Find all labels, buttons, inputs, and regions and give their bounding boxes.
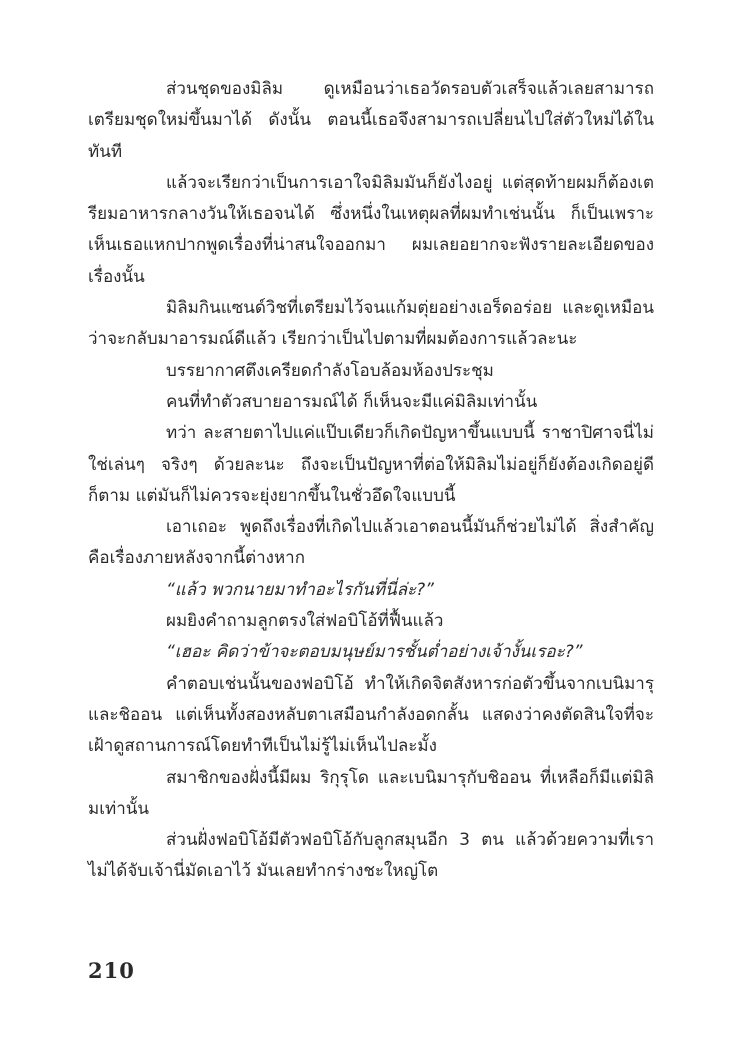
dialogue-line: “แล้ว พวกนายมาทำอะไรกันที่นี่ล่ะ?”	[166, 579, 434, 600]
paragraph: คนที่ทำตัวสบายอารมณ์ได้ ก็เห็นจะมีแค่มิลิมเท่านั้น	[166, 391, 538, 412]
page-number: 210	[88, 958, 135, 983]
body-text	[88, 74, 654, 888]
paragraph: มิลิมกินแซนด์วิชที่เตรียมไว้จนแก้มตุ่ยอย่างเอร็ดอร่อย และดูเหมือนว่าจะกลับมาอารมณ์ดีแล้ว เรียกว่าเป็นไปตามที่ผมต้องการแล้วละนะ	[88, 298, 654, 350]
paragraph: ทว่า ละสายตาไปแค่แป๊บเดียวก็เกิดปัญหาขึ้นแบบนี้ ราชาปิศาจนี่ไม่ใช่เล่นๆ จริงๆ ด้วยละนะ ถึงจะเป็นปัญหาที่ต่อให้มิลิมไม่อยู่ก็ยังต้องเกิดอยู่ดีก็ตาม แต่มันก็ไม่ควรจะยุ่งยากขึ้นในชั่วอึดใจแบบนี้	[88, 423, 654, 506]
paragraph: แล้วจะเรียกว่าเป็นการเอาใจมิลิมมันก็ยังไงอยู่ แต่สุดท้ายผมก็ต้องเตรียมอาหารกลางวันให้เธอจนได้ ซึ่งหนึ่งในเหตุผลที่ผมทำเช่นนั้น ก็เป็นเพราะเห็นเธอแหกปากพูดเรื่องที่น่าสนใจออกมา ผมเลยอยากจะฟังรายละเอียดของเรื่องนั้น	[88, 172, 654, 287]
dialogue-line: “เฮอะ คิดว่าข้าจะตอบมนุษย์มารชั้นต่ำอย่างเจ้างั้นเรอะ?”	[166, 642, 583, 663]
paragraph: บรรยากาศตึงเครียดกำลังโอบล้อมห้องประชุม	[166, 360, 494, 381]
paragraph: สมาชิกของฝั่งนี้มีผม ริกุรุโด และเบนิมารุกับชิออน ที่เหลือก็มีแต่มิลิมเท่านั้น	[88, 767, 654, 819]
paragraph: ส่วนชุดของมิลิม ดูเหมือนว่าเธอวัดรอบตัวเสร็จแล้วเลยสามารถเตรียมชุดใหม่ขึ้นมาได้ ดังนั้น ตอนนี้เธอจึงสามารถเปลี่ยนไปใส่ตัวใหม่ได้ในทันที	[88, 79, 654, 162]
paragraph: ส่วนฝั่งฟอบิโอ้มีตัวฟอบิโอ้กับลูกสมุนอีก 3 ตน แล้วด้วยความที่เราไม่ได้จับเจ้านี่มัดเอาไว้ มันเลยทำกร่างชะใหญ่โต	[88, 830, 654, 882]
paragraph: เอาเถอะ พูดถึงเรื่องที่เกิดไปแล้วเอาตอนนี้มันก็ช่วยไม่ได้ สิ่งสำคัญคือเรื่องภายหลังจากนี้ต่างหาก	[88, 517, 654, 569]
paragraph: ผมยิงคำถามลูกตรงใส่ฟอบิโอ้ที่ฟื้นแล้ว	[166, 611, 444, 632]
paragraph: คำตอบเช่นนั้นของฟอบิโอ้ ทำให้เกิดจิตสังหารก่อตัวขึ้นจากเบนิมารุและชิออน แต่เห็นทั้งสองหลับตาเสมือนกำลังอดกลั้น แสดงว่าคงตัดสินใจที่จะเฝ้าดูสถานการณ์โดยทำทีเป็นไม่รู้ไม่เห็นไปละมั้ง	[88, 673, 654, 757]
